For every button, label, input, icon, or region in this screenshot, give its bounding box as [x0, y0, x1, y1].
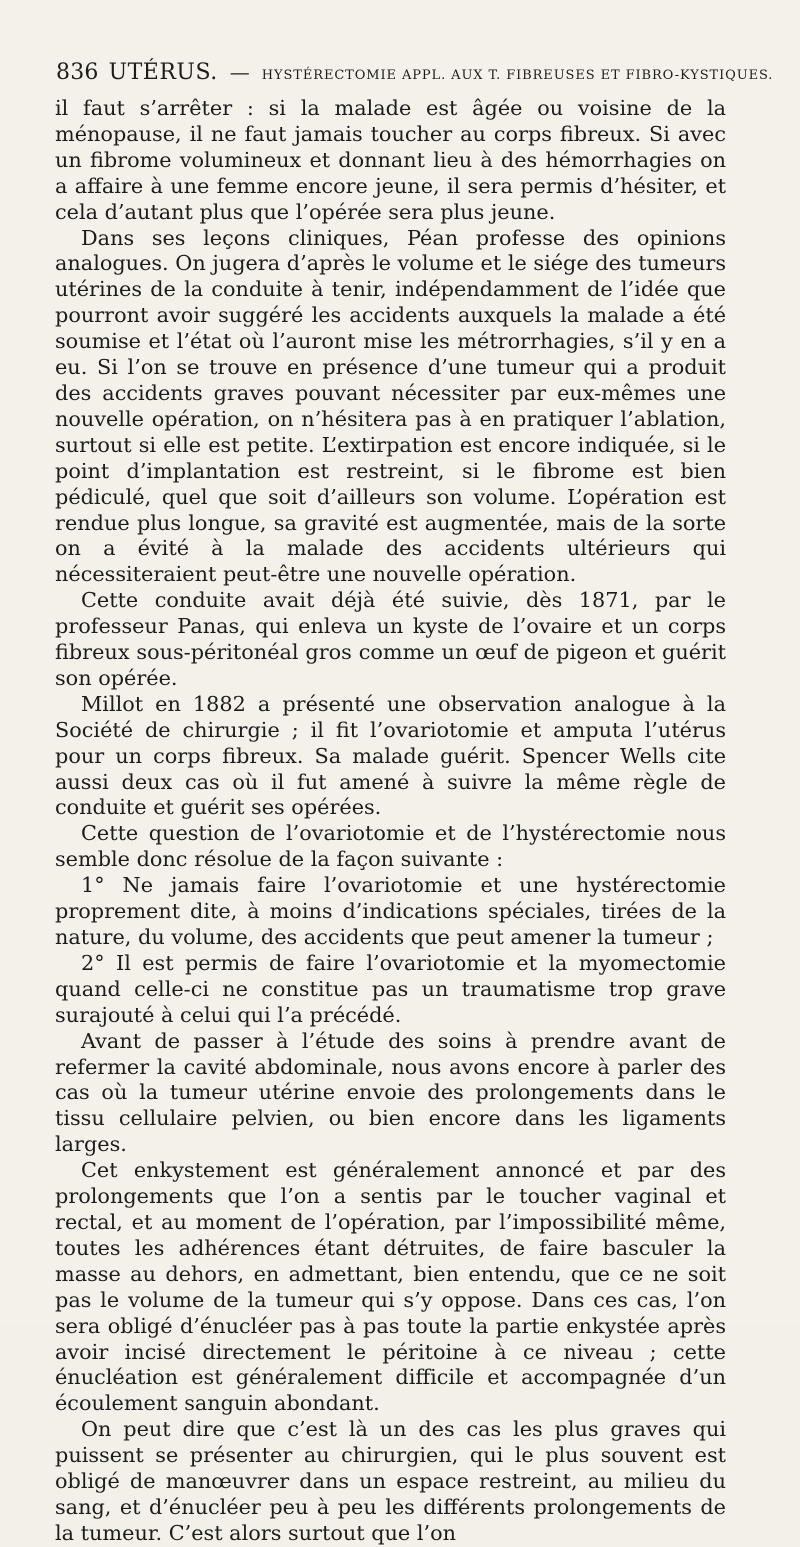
paragraph-millot: Millot en 1882 a présenté une observation analogue à la Société de chirurgie ; il fit l’ovariotomie et amputa l’utérus pour un corps fibreux. Sa malade guérit. Spencer Wells cite aussi deux cas où il fut amené à suivre la même règle de conduite et guérit ses opérées.	[55, 691, 726, 820]
paragraph-rule-2: 2° Il est permis de faire l’ovariotomie et la myomectomie quand celle-ci ne constitue pas un traumatisme trop grave surajouté à celui qui l’a précédé.	[55, 950, 726, 1027]
running-header	[56, 60, 774, 90]
paragraph-rule-1: 1° Ne jamais faire l’ovariotomie et une hystérectomie proprement dite, à moins d’indications spéciales, tirées de la nature, du volume, des accidents que peut amener la tumeur ;	[55, 873, 726, 949]
running-subtitle: HYSTÉRECTOMIE APPL. AUX T. FIBREUSES ET FIBRO-KYSTIQUES.	[261, 68, 774, 83]
paragraph-avant: Avant de passer à l’étude des soins à prendre avant de refermer la cavité abdominale, nous avons encore à parler des cas où la tumeur utérine envoie des prolongements dans le tissu cellulaire pelvien, ou bien encore dans les ligaments larges.	[55, 1028, 726, 1157]
page-number: 836	[56, 60, 99, 85]
paragraph-pean: Dans ses leçons cliniques, Péan professe des opinions analogues. On jugera d’après le volume et le siége des tumeurs utérines de la conduite à tenir, indépendamment de l’idée que pourront avoir suggéré les accidents auxquels la malade a été soumise et l’état où l’auront mise les métrorrhagies, s’il y en a eu. Si l’on se trouve en présence d’une tumeur qui a produit des accidents graves pouvant nécessiter par eux-mêmes une nouvelle opération, on n’hésitera pas à en pratiquer l’ablation, surtout si elle est petite. L’extirpation est encore indiquée, si le point d’implantation est restreint, si le fibrome est bien pédiculé, quel que soit d’ailleurs son volume. L’opération est rendue plus longue, sa gravité est augmentée, mais de la sorte on a évité à la malade des accidents ultérieurs qui nécessiteraient peut-être une nouvelle opération.	[55, 225, 726, 587]
paragraph-continued: il faut s’arrêter : si la malade est âgée ou voisine de la ménopause, il ne faut jamais toucher au corps fibreux. Si avec un fibrome volumineux et donnant lieu à des hémorrhagies on a affaire à une femme encore jeune, il sera permis d’hésiter, et cela d’autant plus que l’opérée sera plus jeune.	[55, 96, 726, 224]
paragraph-panas: Cette conduite avait déjà été suivie, dès 1871, par le professeur Panas, qui enleva un kyste de l’ovaire et un corps fibreux sous-péritonéal gros comme un œuf de pigeon et guérit son opérée.	[55, 588, 726, 690]
header-dash: —	[229, 60, 250, 84]
running-title: UTÉRUS.	[108, 60, 218, 85]
paragraph-graves: On peut dire que c’est là un des cas les plus graves qui puissent se présenter au chirurgien, qui le plus souvent est obligé de manœuvrer dans un espace restreint, au milieu du sang, et d’énucléer peu à peu les différents prolongements de la tumeur. C’est alors surtout que l’on	[55, 1417, 726, 1545]
paragraph-enkystement: Cet enkystement est généralement annoncé et par des prolongements que l’on a sentis par le toucher vaginal et rectal, et au moment de l’opération, par l’impossibilité même, toutes les adhérences étant détruites, de faire basculer la masse au dehors, en admettant, bien entendu, que ce ne soit pas le volume de la tumeur qui s’y oppose. Dans ces cas, l’on sera obligé d’énucléer pas à pas toute la partie enkystée après avoir incisé directement le péritoine à ce niveau ; cette énucléation est généralement difficile et accompagnée d’un écoulement sanguin abondant.	[55, 1158, 726, 1416]
paragraph-question: Cette question de l’ovariotomie et de l’hystérectomie nous semble donc résolue de la façon suivante :	[55, 821, 726, 872]
body-text	[55, 96, 726, 1547]
